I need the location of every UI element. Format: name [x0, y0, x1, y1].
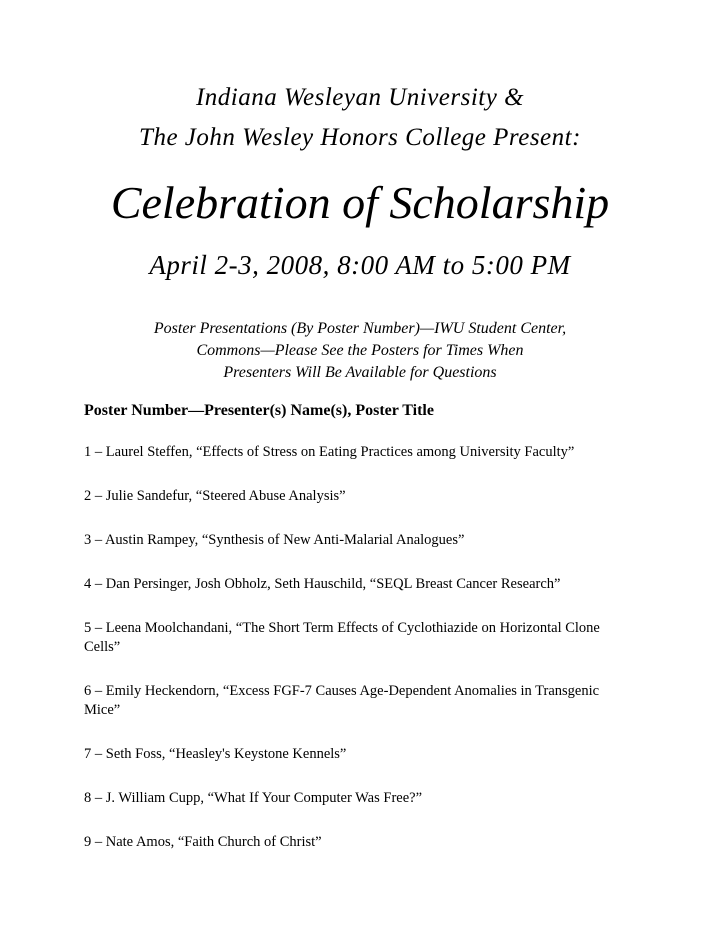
intro-line-2: Commons—Please See the Posters for Times When	[196, 342, 524, 359]
list-heading: Poster Number—Presenter(s) Name(s), Poster Title	[84, 402, 434, 419]
list-item: 2 – Julie Sandefur, “Steered Abuse Analysis”	[84, 488, 346, 504]
list-item: 8 – J. William Cupp, “What If Your Computer Was Free?”	[84, 790, 423, 806]
list-item: 1 – Laurel Steffen, “Effects of Stress on Eating Practices among University Faculty”	[84, 444, 575, 460]
header-presenters: The John Wesley Honors College Present:	[139, 124, 581, 151]
intro-line-3: Presenters Will Be Available for Questions	[223, 364, 497, 381]
intro-line-1: Poster Presentations (By Poster Number)—IWU Student Center,	[153, 320, 567, 337]
list-item: 7 – Seth Foss, “Heasley's Keystone Kennels”	[84, 746, 347, 762]
page-title: Celebration of Scholarship	[110, 177, 610, 228]
list-item: 4 – Dan Persinger, Josh Obholz, Seth Hauschild, “SEQL Breast Cancer Research”	[84, 576, 561, 592]
list-item: 6 – Emily Heckendorn, “Excess FGF-7 Causes Age-Dependent Anomalies in Transgenic Mice”	[84, 683, 600, 718]
list-item: 3 – Austin Rampey, “Synthesis of New Anti-Malarial Analogues”	[84, 532, 465, 548]
list-item: 9 – Nate Amos, “Faith Church of Christ”	[84, 834, 322, 850]
list-item: 5 – Leena Moolchandani, “The Short Term Effects of Cyclothiazide on Horizontal Clone Cells”	[84, 620, 600, 655]
event-date: April 2-3, 2008, 8:00 AM to 5:00 PM	[149, 250, 571, 280]
poster-list	[84, 443, 624, 877]
header-institution: Indiana Wesleyan University &	[195, 84, 525, 111]
intro-text	[90, 318, 630, 384]
